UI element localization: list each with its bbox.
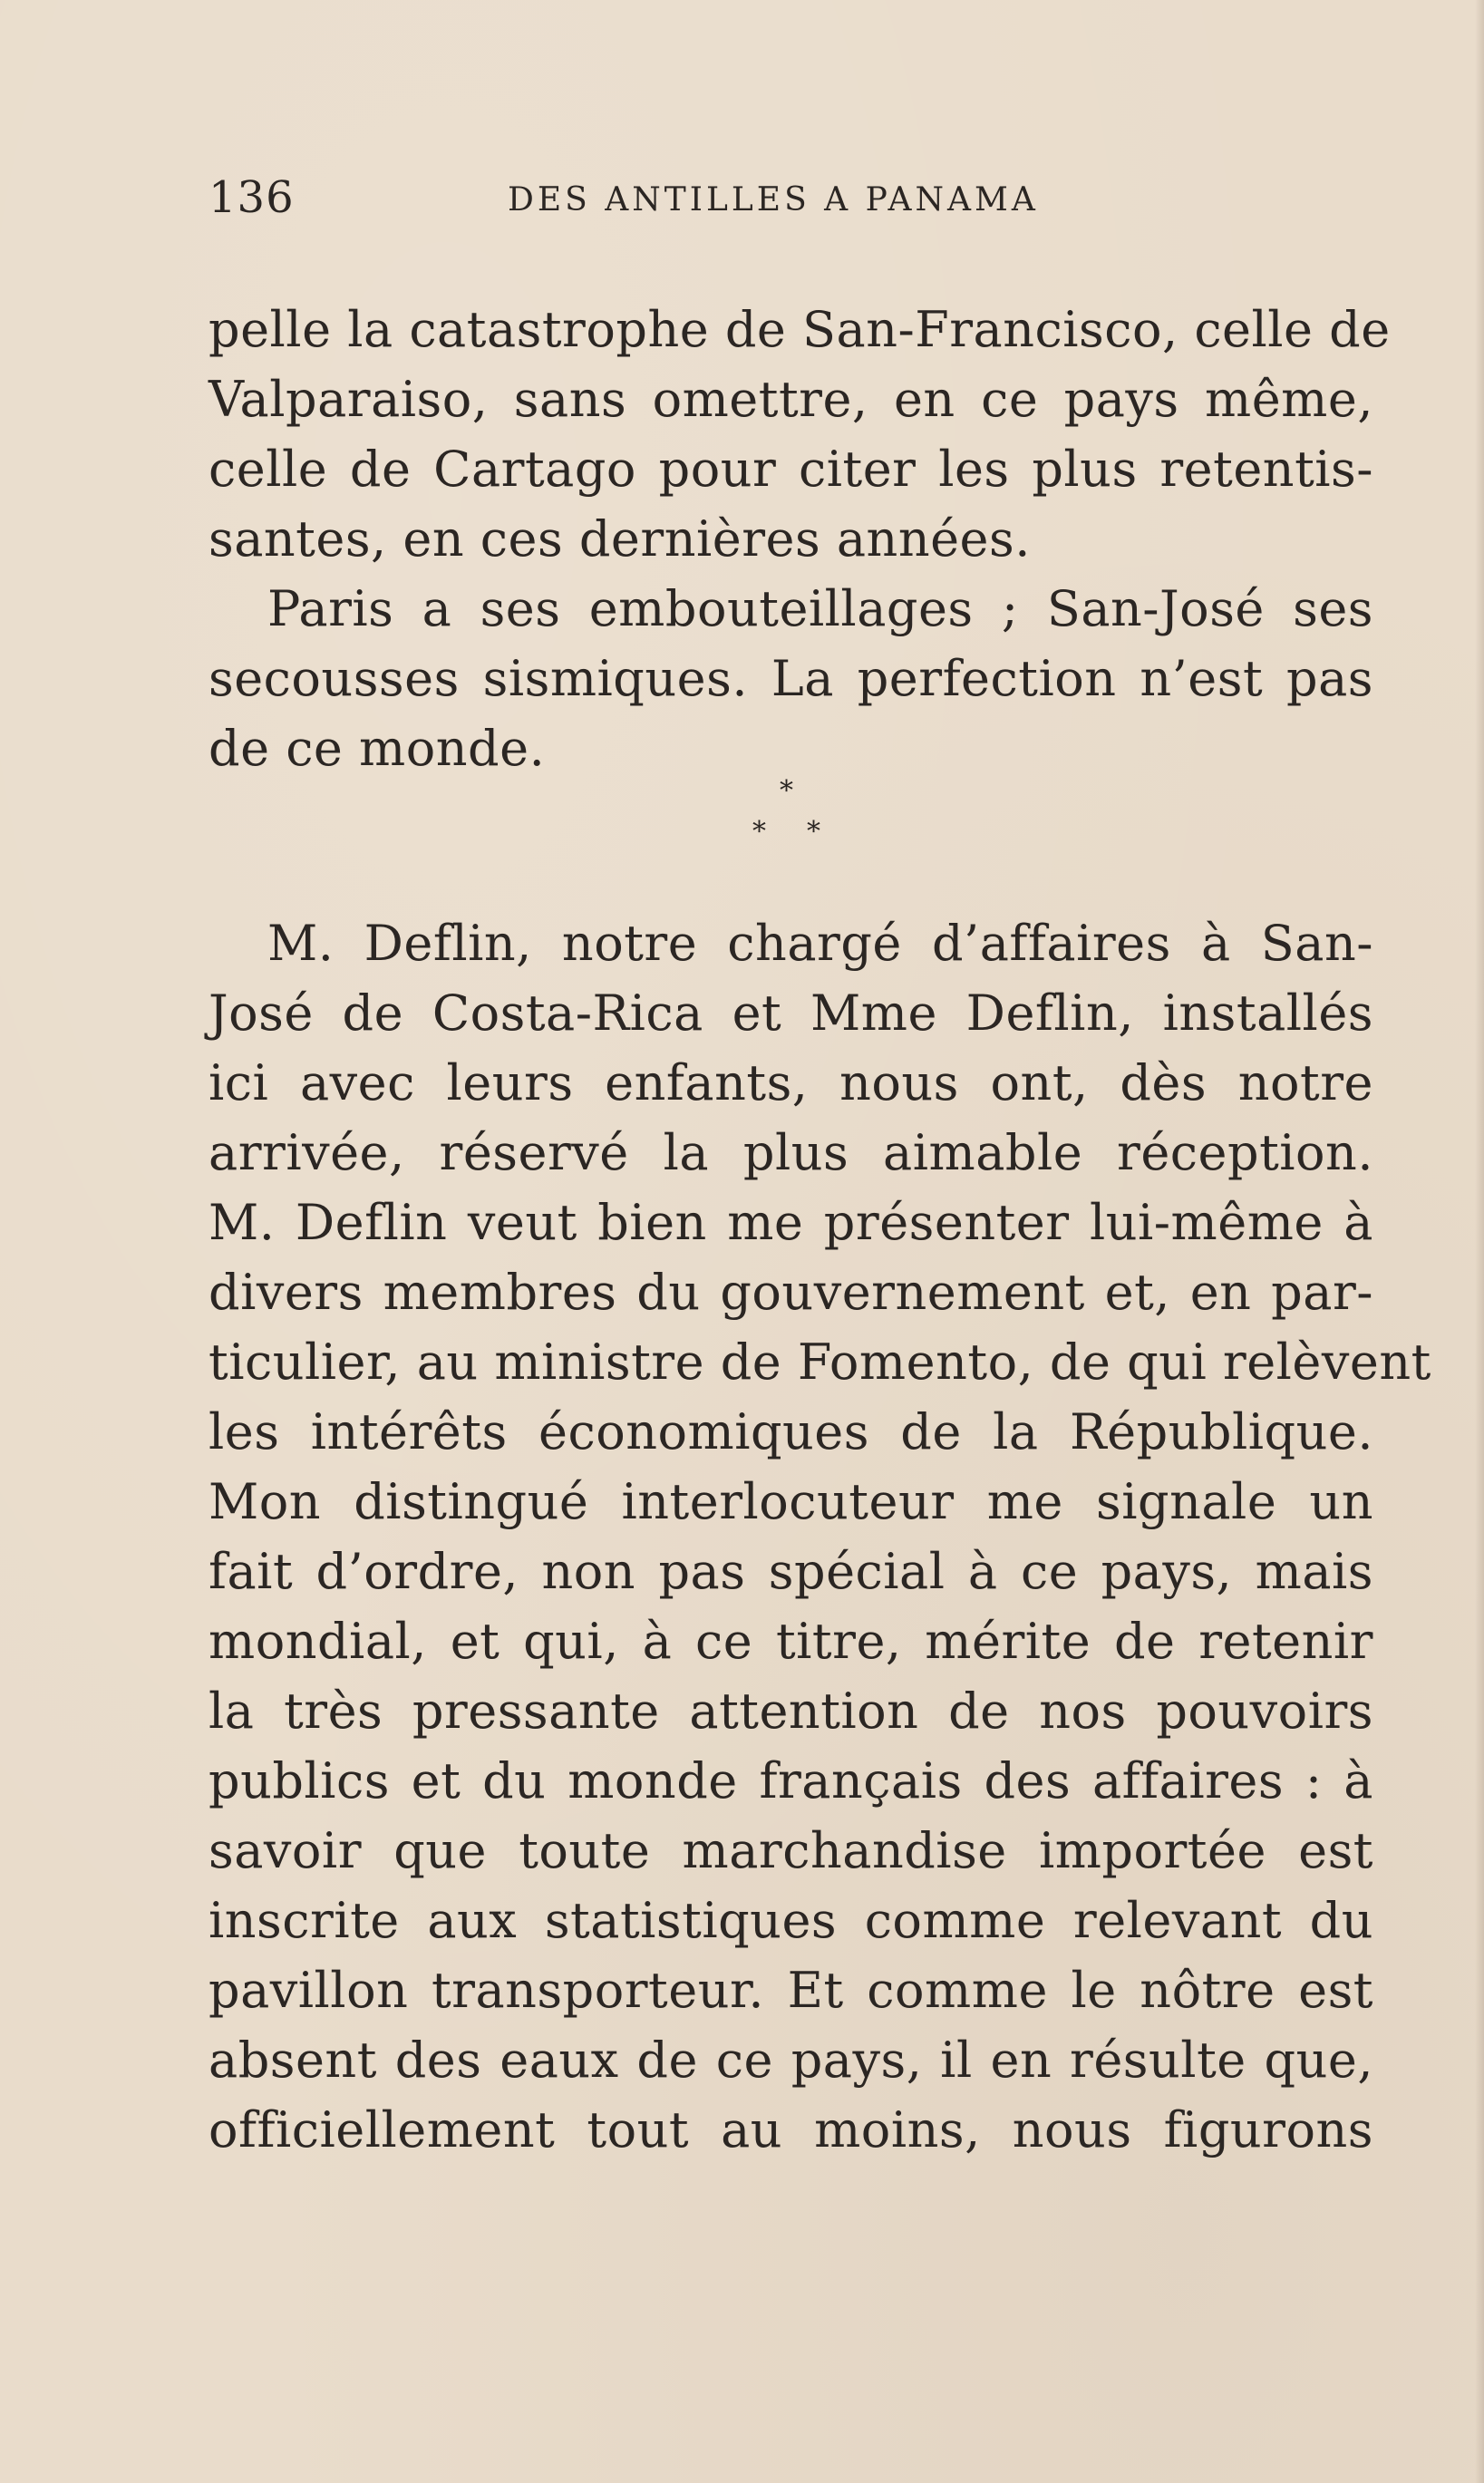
running-title: DES ANTILLES A PANAMA bbox=[508, 181, 1039, 218]
text-line: Paris a ses embouteillages ; San-José ses bbox=[267, 580, 1373, 637]
page-number: 136 bbox=[209, 172, 295, 223]
paragraph-3 bbox=[209, 908, 1431, 2165]
text-line: pavillon transporteur. Et comme le nôtre est bbox=[209, 1962, 1373, 2019]
text-line: fait d’ordre, non pas spécial à ce pays, mais bbox=[209, 1543, 1373, 1600]
text-line: arrivée, réservé la plus aimable réception. bbox=[209, 1124, 1373, 1181]
text-line: les intérêts économiques de la République. bbox=[209, 1403, 1373, 1460]
text-line: mondial, et qui, à ce titre, mérite de retenir bbox=[209, 1613, 1373, 1670]
text-line: pelle la catastrophe de San-Francisco, celle de bbox=[209, 301, 1391, 358]
text-line: officiellement tout au moins, nous figurons bbox=[209, 2101, 1373, 2158]
text-line: M. Deflin, notre chargé d’affaires à San- bbox=[267, 915, 1373, 972]
text-line: Valparaiso, sans omettre, en ce pays même, bbox=[209, 371, 1373, 428]
text-line: publics et du monde français des affaires : à bbox=[209, 1752, 1373, 1809]
text-line: inscrite aux statistiques comme relevant du bbox=[209, 1892, 1373, 1949]
text-line: José de Costa-Rica et Mme Deflin, installés bbox=[209, 984, 1373, 1042]
text-line: celle de Cartago pour citer les plus retentis- bbox=[209, 441, 1373, 498]
page-edge-shadow bbox=[1475, 0, 1484, 2483]
text-line: divers membres du gouvernement et, en par- bbox=[209, 1264, 1373, 1321]
separator-asterisk: * bbox=[807, 816, 820, 848]
text-line: de ce monde. bbox=[209, 720, 546, 777]
separator-asterisk: * bbox=[780, 775, 793, 807]
paragraph-1 bbox=[209, 295, 1391, 574]
paragraph-2 bbox=[209, 574, 1373, 783]
text-line: Mon distingué interlocuteur me signale un bbox=[209, 1473, 1373, 1530]
page-header bbox=[209, 172, 1378, 236]
text-line: secousses sismiques. La perfection n’est pas bbox=[209, 650, 1373, 707]
text-line: ici avec leurs enfants, nous ont, dès notre bbox=[209, 1054, 1373, 1111]
text-line: savoir que toute marchandise importée est bbox=[209, 1822, 1373, 1879]
separator-asterisk: * bbox=[752, 816, 766, 848]
text-line: absent des eaux de ce pays, il en résulte que, bbox=[209, 2032, 1373, 2089]
text-line: santes, en ces dernières années. bbox=[209, 510, 1031, 567]
section-separator bbox=[743, 775, 843, 866]
text-line: M. Deflin veut bien me présenter lui-même à bbox=[209, 1194, 1373, 1251]
text-line: ticulier, au ministre de Fomento, de qui relèvent bbox=[209, 1334, 1431, 1391]
text-line: la très pressante attention de nos pouvoirs bbox=[209, 1683, 1373, 1740]
